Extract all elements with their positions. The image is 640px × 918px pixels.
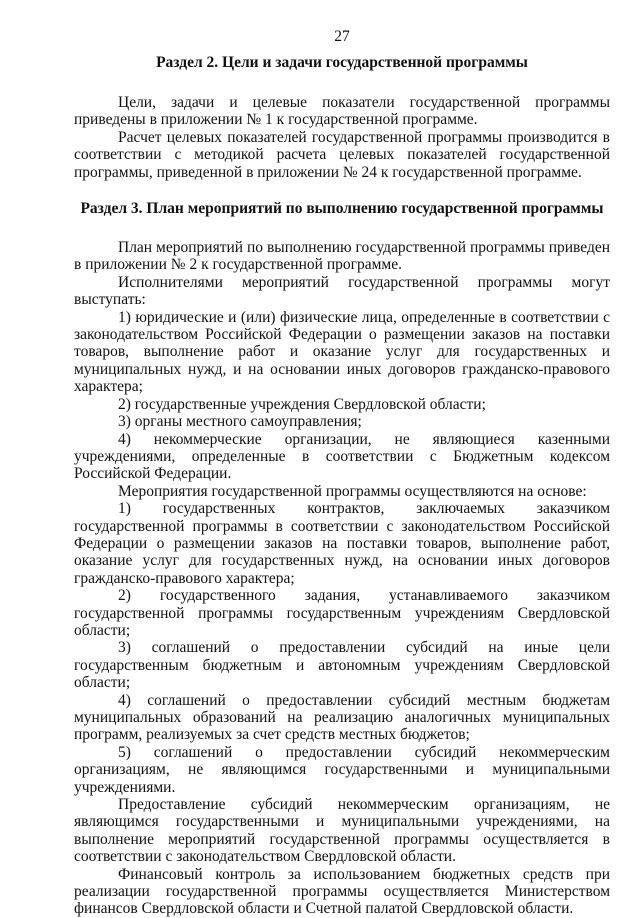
section-3-list-item: 4) некоммерческие организации, не являющиеся казенными учреждениями, определенные в соответствии с Бюджетным кодексом Российской Федерации.: [74, 430, 610, 483]
section-3-heading: Раздел 3. План мероприятий по выполнению государственной программы: [80, 200, 604, 218]
page-number: 27: [334, 28, 350, 45]
section-3-list-item: 2) государственного задания, устанавливаемого заказчиком государственной программы государственным учреждениям Свердловской области;: [74, 587, 610, 639]
section-3-paragraph: Предоставление субсидий некоммерческим организациям, не являющимся государственными и муниципальными учреждениями, на выполнение мероприятий государственной программы осуществляется в соответствии с законодательством Свердловской области.: [74, 796, 610, 866]
section-2-heading: Раздел 2. Цели и задачи государственной программы: [156, 54, 528, 71]
section-3-list-item: 3) соглашений о предоставлении субсидий на иные цели государственным бюджетным и автономным учреждениям Свердловской области;: [74, 639, 610, 692]
section-2-paragraph: Расчет целевых показателей государственной программы производится в соответствии с методикой расчета целевых показателей государственной программы, приведенной в приложении № 24 к государственной программе.: [74, 128, 610, 181]
section-3-list-item: 1) юридические и (или) физические лица, определенные в соответствии с законодательством Российской Федерации о размещении заказов на поставки товаров, выполнение работ и оказание услуг для государственных и муниципальных нужд, и на основании иных договоров гражданско-правового характера;: [74, 308, 610, 396]
section-3-paragraph: Исполнителями мероприятий государственной программы могут выступать:: [74, 273, 610, 309]
section-3-paragraph: Финансовый контроль за использованием бюджетных средств при реализации государственной программы осуществляется Министерством финансов Свердловской области и Счетной палатой Свердловской области.: [74, 865, 610, 918]
section-3-paragraph: Мероприятия государственной программы осуществляются на основе:: [118, 482, 587, 500]
section-3-list-item: 5) соглашений о предоставлении субсидий некоммерческим организациям, не являющимся государственными и муниципальными учреждениями.: [74, 743, 610, 796]
section-3-list-item: 4) соглашений о предоставлении субсидий местным бюджетам муниципальных образований на реализацию аналогичных муниципальных программ, реализуемых за счет средств местных бюджетов;: [74, 691, 610, 744]
section-3-paragraph: План мероприятий по выполнению государственной программы приведен в приложении № 2 к государственной программе.: [74, 239, 610, 274]
section-3-list-item: 1) государственных контрактов, заключаемых заказчиком государственной программы в соответствии с законодательством Российской Федерации о размещении заказов на поставки товаров, выполнение работ, оказание услуг для государственных нужд, на основании иных договоров гражданско-правового характера;: [74, 500, 610, 587]
section-3-list-item: 2) государственные учреждения Свердловской области;: [118, 395, 486, 413]
section-3-list-item: 3) органы местного самоуправления;: [118, 413, 362, 431]
section-2-paragraph: Цели, задачи и целевые показатели государственной программы приведены в приложении № 1 к государственной программе.: [74, 94, 610, 129]
